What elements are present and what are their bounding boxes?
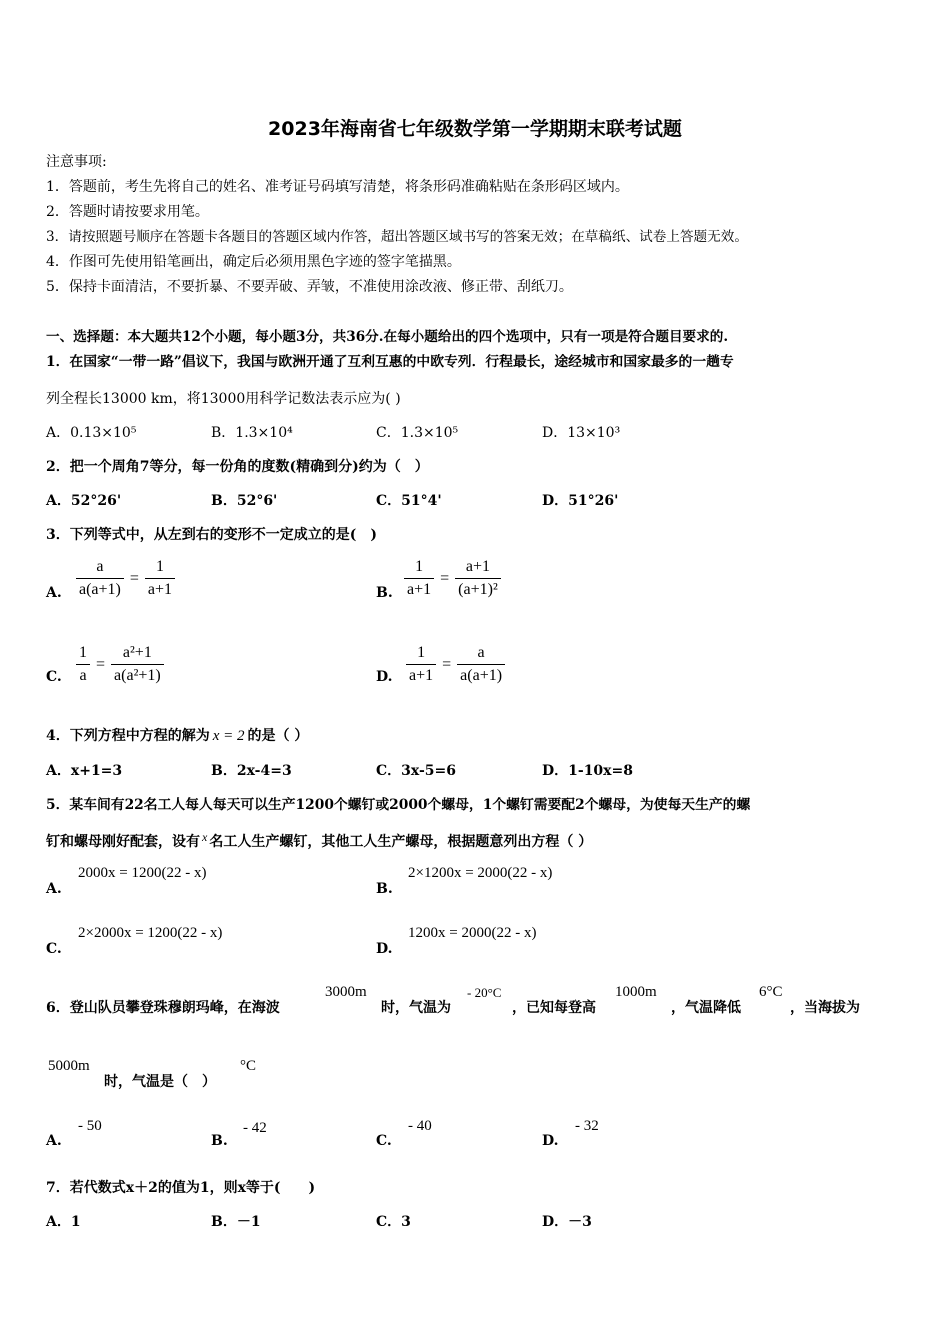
q4-stem-text: 4．下列方程中方程的解为: [46, 728, 210, 744]
q3-label-a: A.: [46, 585, 62, 601]
q7-option-c: C．3: [376, 1214, 411, 1230]
q6-label-a: A.: [46, 1133, 62, 1149]
note-item: 2．答题时请按要求用笔。: [46, 204, 209, 220]
fraction-denominator: (a+1)²: [455, 578, 501, 599]
fraction-denominator: a+1: [406, 664, 436, 685]
equals-sign: =: [96, 655, 106, 673]
q5-equation-a: 2000x = 1200(22 - x): [78, 865, 207, 881]
fraction-numerator: a+1: [465, 558, 490, 575]
q4-option-d: D．1-10x=8: [542, 763, 633, 779]
note-item: 1．答题前，考生先将自己的姓名、准考证号码填写清楚，将条形码准确粘贴在条形码区域内。: [46, 179, 629, 195]
q6-label-b: B.: [211, 1133, 228, 1149]
notes-heading: 注意事项:: [46, 154, 107, 170]
q6-temperature-drop: 6°C: [759, 984, 783, 1000]
fraction-denominator: a(a²+1): [111, 664, 164, 685]
fraction-denominator: a+1: [145, 578, 175, 599]
q6-text-6: 时，气温是（ ）: [104, 1074, 216, 1090]
q1-option-b: B．1.3×10⁴: [211, 425, 293, 441]
question-7-stem: 7．若代数式x＋2的值为1，则x等于( ): [46, 1180, 316, 1196]
q6-text-3: ，已知每登高: [512, 1000, 596, 1016]
q5-equation-d: 1200x = 2000(22 - x): [408, 925, 537, 941]
note-item: 3．请按照题号顺序在答题卡各题目的答题区域内作答，超出答题区域书写的答案无效；在草稿纸、试卷上答题无效。: [46, 229, 748, 245]
question-3-stem: 3．下列等式中，从左到右的变形不一定成立的是( ): [46, 527, 377, 543]
q3-option-a: [76, 558, 175, 599]
q6-altitude-step: 1000m: [615, 984, 657, 1000]
q6-altitude-1: 3000m: [325, 984, 367, 1000]
q6-unit: °C: [240, 1058, 257, 1074]
note-item: 4．作图可先使用铅笔画出，确定后必须用黑色字迹的签字笔描黑。: [46, 254, 461, 270]
q3-option-d: [406, 644, 505, 685]
q6-altitude-2: 5000m: [48, 1058, 90, 1074]
equals-sign: =: [440, 569, 450, 587]
q6-text-5: ，当海拔为: [790, 1000, 860, 1016]
fraction-numerator: a²+1: [122, 644, 152, 661]
q5-label-a: A.: [46, 881, 62, 897]
q6-value-b: - 42: [243, 1120, 267, 1136]
question-5-line1: 5．某车间有22名工人每人每天可以生产1200个螺钉或2000个螺母，1个螺钉需要配2个螺母，为使每天生产的螺: [46, 797, 751, 813]
q6-text-1: 6．登山队员攀登珠穆朗玛峰，在海波: [46, 1000, 280, 1016]
q3-label-b: B.: [376, 585, 393, 601]
q7-option-d: D．－3: [542, 1214, 592, 1230]
question-1-line1: 1．在国家“一带一路”倡议下，我国与欧洲开通了互利互惠的中欧专列．行程最长，途经城市和国家最多的一趟专: [46, 354, 734, 370]
question-1-line2: 列全程长13000 km，将13000用科学记数法表示应为( ): [46, 391, 401, 407]
equals-sign: =: [129, 569, 139, 587]
q4-option-a: A．x+1=3: [46, 763, 123, 779]
q2-option-b: B．52°6': [211, 493, 278, 509]
page-title: 2023年海南省七年级数学第一学期期末联考试题: [268, 118, 682, 140]
q6-value-c: - 40: [408, 1118, 432, 1134]
q5-variable: x: [202, 830, 208, 844]
q3-option-c: [76, 644, 164, 685]
fraction-numerator: 1: [417, 644, 426, 661]
q6-text-2: 时，气温为: [381, 1000, 451, 1016]
q6-text-4: ，气温降低: [671, 1000, 741, 1016]
q4-option-c: C．3x-5=6: [376, 763, 457, 779]
equals-sign: =: [442, 655, 452, 673]
q3-label-c: C.: [46, 669, 62, 685]
fraction-denominator: a: [76, 664, 89, 685]
fraction-denominator: a(a+1): [457, 664, 505, 685]
q2-option-a: A．52°26': [46, 493, 122, 509]
q6-value-a: - 50: [78, 1118, 102, 1134]
q2-option-d: D．51°26': [542, 493, 619, 509]
q5-label-b: B.: [376, 881, 393, 897]
q2-option-c: C．51°4': [376, 493, 442, 509]
fraction-numerator: 1: [415, 558, 424, 575]
q5-line2-text-end: 名工人生产螺钉，其他工人生产螺母，根据题意列出方程（ ）: [209, 834, 593, 850]
fraction-denominator: a(a+1): [76, 578, 124, 599]
q3-label-d: D.: [376, 669, 393, 685]
q7-option-a: A．1: [46, 1214, 81, 1230]
fraction-numerator: 1: [155, 558, 164, 575]
q5-label-d: D.: [376, 941, 393, 957]
fraction-denominator: a+1: [404, 578, 434, 599]
q6-label-c: C.: [376, 1133, 392, 1149]
q1-option-d: D．13×10³: [542, 425, 621, 441]
q6-label-d: D.: [542, 1133, 559, 1149]
q6-temperature: - 20°C: [467, 985, 502, 1000]
q4-stem-text-end: 的是（ ）: [247, 728, 309, 744]
q1-option-a: A．0.13×10⁵: [46, 425, 137, 441]
section-heading: 一、选择题：本大题共12个小题，每小题3分，共36分.在每小题给出的四个选项中，只有一项是符合题目要求的.: [46, 329, 729, 345]
question-4-stem: [46, 727, 308, 745]
note-item: 5．保持卡面清洁，不要折暴、不要弄破、弄皱，不准使用涂改液、修正带、刮纸刀。: [46, 279, 573, 295]
q3-option-b: [404, 558, 501, 599]
q4-stem-math: x = 2: [212, 728, 245, 744]
fraction-numerator: a: [96, 558, 104, 575]
q6-value-d: - 32: [575, 1118, 599, 1134]
q1-option-c: C．1.3×10⁵: [376, 425, 459, 441]
fraction-numerator: 1: [79, 644, 87, 661]
question-2-stem: 2．把一个周角7等分，每一份角的度数(精确到分)约为（ ）: [46, 459, 429, 475]
fraction-numerator: a: [477, 644, 485, 661]
q7-option-b: B．－1: [211, 1214, 261, 1230]
q5-line2-text: 钉和螺母刚好配套，设有: [46, 834, 200, 850]
q5-label-c: C.: [46, 941, 62, 957]
question-5-line2: [46, 830, 593, 851]
q5-equation-c: 2×2000x = 1200(22 - x): [78, 925, 223, 941]
q4-option-b: B．2x-4=3: [211, 763, 292, 779]
q5-equation-b: 2×1200x = 2000(22 - x): [408, 865, 553, 881]
